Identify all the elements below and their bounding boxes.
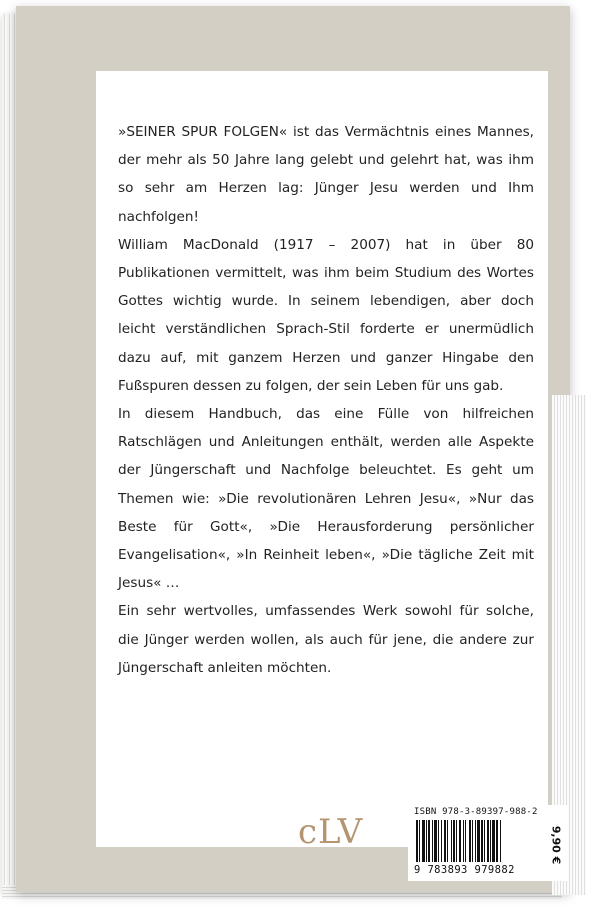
blurb-paragraph: In diesem Handbuch, das eine Fülle von hilfreichen Ratschlägen und Anleitungen enthält, werden alle Aspekte der Jüngerschaft und Nachfolge beleuchtet. Es geht um Themen wie: »Die revolutionären Lehren Jesu«, »Nur das Beste für Gott«, »Die Herausforderung persönlicher Evangelisation«, »In Reinheit leben«, »Die tägliche Zeit mit Jesus« … — [118, 406, 534, 592]
back-cover-blurb — [118, 118, 534, 682]
blurb-paragraph: »SEINER SPUR FOLGEN« ist das Vermächtnis eines Mannes, der mehr als 50 Jahre lang gelebt und gelehrt hat, was ihm so sehr am Herzen lag: Jünger Jesu werden und Ihm nachfolgen! — [118, 124, 534, 225]
barcode-icon — [414, 820, 544, 864]
barcode-digits: 9 783893 979882 — [414, 864, 515, 876]
price-label — [548, 810, 564, 880]
blurb-paragraph: William MacDonald (1917 – 2007) hat in über 80 Publikationen vermittelt, was ihm beim Studium des Wortes Gottes wichtig wurde. In seinem lebendigen, aber doch leicht verständlichen Sprach-Stil forderte er unermüdlich dazu auf, mit ganzem Herzen und ganzer Hingabe den Fußspuren dessen zu folgen, der sein Leben für uns gab. — [118, 236, 534, 394]
price-text: 9,90 € — [549, 825, 563, 865]
blurb-paragraph: Ein sehr wertvolles, umfassendes Werk sowohl für solche, die Jünger werden wollen, als auch für jene, die andere zur Jüngerschaft anleiten möchten. — [118, 603, 534, 676]
isbn-label: ISBN 978-3-89397-988-2 — [414, 807, 538, 817]
publisher-logo: cLV — [298, 812, 364, 852]
